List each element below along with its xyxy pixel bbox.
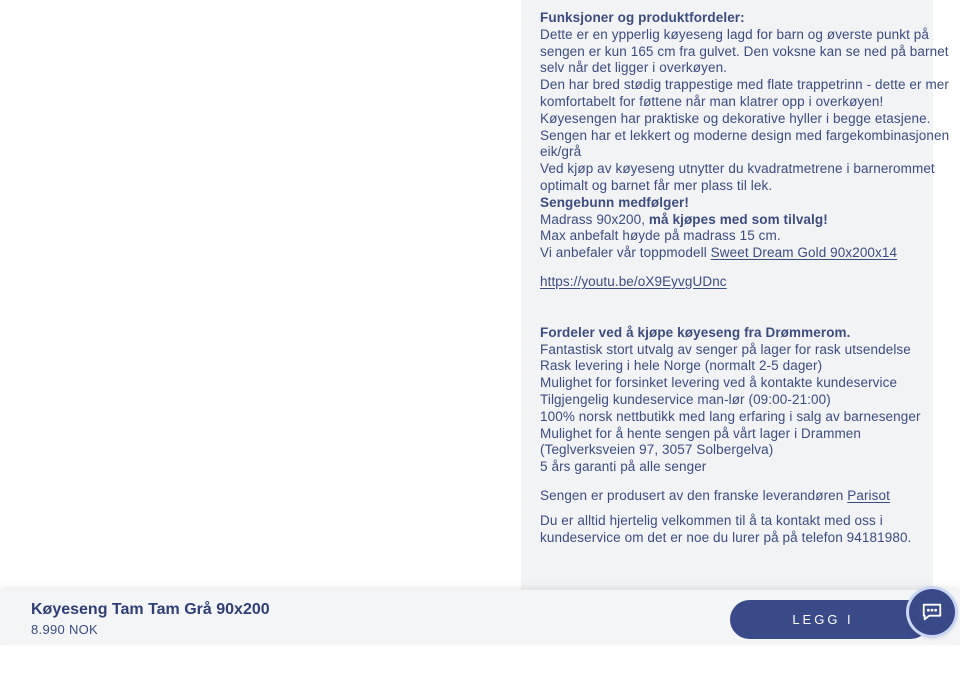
chat-bubble-icon	[921, 601, 943, 623]
producer-prefix: Sengen er produsert av den franske leverandøren	[540, 487, 848, 503]
product-price: 8.990 NOK	[31, 622, 99, 637]
benefit-item: Fantastisk stort utvalg av senger på lager for rask utsendelse	[540, 341, 911, 357]
recommend-prefix: Vi anbefaler vår toppmodell	[540, 245, 711, 261]
description-line: Ved kjøp av køyeseng utnytter du kvadratmetrene i barnerommet	[540, 161, 935, 177]
benefit-item: 100% norsk nettbutikk med lang erfaring i salg av barnesenger	[540, 408, 921, 424]
mattress-bold: må kjøpes med som tilvalg!	[648, 211, 828, 227]
chat-button[interactable]	[909, 589, 955, 635]
description-line: eik/grå	[540, 144, 582, 160]
description-line: komfortabelt for føttene når man klatrer opp i overkøyen!	[540, 93, 884, 109]
description-line: optimalt og barnet får mer plass til lek.	[540, 177, 773, 193]
max-height-note: Max anbefalt høyde på madrass 15 cm.	[540, 228, 781, 244]
description-line: Sengen har et lekkert og moderne design med fargekombinasjonen	[540, 127, 950, 143]
benefits-heading: Fordeler ved å kjøpe køyeseng fra Drømmerom.	[540, 324, 851, 340]
add-to-cart-button[interactable]: LEGG I HANDLEKURV	[730, 600, 930, 639]
benefit-item: Mulighet for forsinket levering ved å kontakte kundeservice	[540, 375, 898, 391]
youtube-line	[540, 274, 920, 291]
mattress-prefix: Madrass 90x200,	[540, 211, 649, 227]
contact-line: Du er alltid hjertelig velkommen til å ta kontakt med oss i	[540, 512, 883, 528]
recommend-note	[540, 245, 920, 262]
product-description	[540, 10, 950, 546]
contact-line: kundeservice om det er noe du lurer på på telefon 94181980.	[540, 529, 912, 545]
recommend-product-link[interactable]: Sweet Dream Gold 90x200x14	[710, 245, 898, 261]
features-heading: Funksjoner og produktfordeler:	[540, 10, 745, 25]
producer-line	[540, 488, 920, 505]
youtube-link[interactable]: https://youtu.be/oX9EyvgUDnc	[540, 273, 727, 289]
description-line: Den har bred stødig trappestige med flate trappetrinn - dette er mer	[540, 77, 950, 93]
product-title: Køyeseng Tam Tam Grå 90x200	[31, 601, 270, 618]
benefit-item: 5 års garanti på alle senger	[540, 459, 707, 475]
benefit-item: Tilgjengelig kundeservice man-lør (09:00-21:00)	[540, 391, 831, 407]
description-line: Køyesengen har praktiske og dekorative hyller i begge etasjene.	[540, 110, 931, 126]
description-line: Dette er en ypperlig køyeseng lagd for barn og øverste punkt på	[540, 26, 930, 42]
producer-link[interactable]: Parisot	[847, 487, 890, 503]
benefit-item: (Teglverksveien 97, 3057 Solbergelva)	[540, 442, 774, 458]
description-line: sengen er kun 165 cm fra gulvet. Den voksne kan se ned på barnet	[540, 43, 949, 59]
benefit-item: Mulighet for å hente sengen på vårt lager i Drammen	[540, 425, 862, 441]
mattress-note	[540, 212, 920, 229]
description-line: selv når det ligger i overkøyen.	[540, 60, 728, 76]
benefit-item: Rask levering i hele Norge (normalt 2-5 dager)	[540, 358, 823, 374]
bed-base-included: Sengebunn medfølger!	[540, 194, 690, 210]
